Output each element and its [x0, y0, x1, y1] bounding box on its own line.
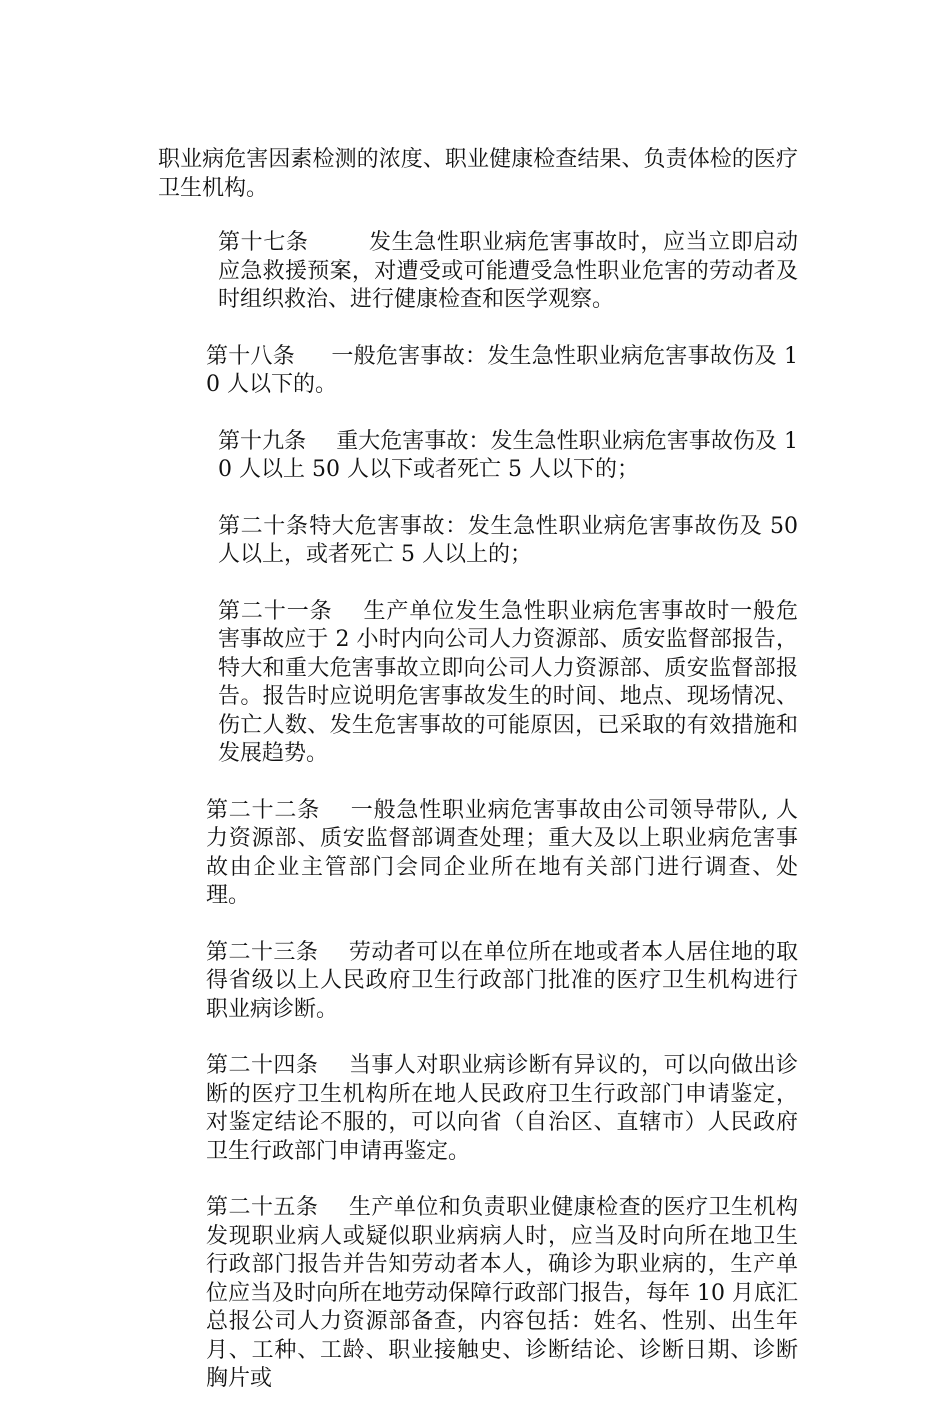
article-number: 第二十四条	[206, 1053, 319, 1078]
paragraph-article-24	[158, 1052, 798, 1166]
paragraph-text: 一般急性职业病危害事故由公司领导带队, 人力资源部、质安监督部调查处理；重大及以上职业病危害事故由企业主管部门会同企业所在地有关部门进行调查、处理。	[206, 797, 798, 908]
paragraph-article-20	[158, 513, 798, 570]
paragraph-text: 生产单位和负责职业健康检查的医疗卫生机构发现职业病人或疑似职业病病人时，应当及时向所在地卫生行政部门报告并告知劳动者本人，确诊为职业病的，生产单位应当及时向所在地劳动保障行政部门报告，每年 10 月底汇总报公司人力资源部备查，内容包括：姓名、性别、出生年月、工种、工龄、职业接触史、诊断结论、诊断日期、诊断胸片或	[206, 1195, 798, 1391]
paragraph-text: 劳动者可以在单位所在地或者本人居住地的取得省级以上人民政府卫生行政部门批准的医疗卫生机构进行职业病诊断。	[206, 939, 798, 1022]
paragraph-text: 发生急性职业病危害事故时，应当立即启动应急救援预案，对遭受或可能遭受急性职业危害的劳动者及时组织救治、进行健康检查和医学观察。	[218, 230, 798, 312]
article-number: 第二十五条	[206, 1195, 319, 1220]
paragraph-article-19	[158, 428, 798, 485]
article-number: 第二十二条	[206, 797, 320, 823]
paragraph-article-22	[158, 797, 798, 911]
article-number: 第十九条	[218, 428, 307, 454]
paragraph-text: 生产单位发生急性职业病危害事故时一般危害事故应于 2 小时内向公司人力资源部、质安监督部报告，特大和重大危害事故立即向公司人力资源部、质安监督部报告。报告时应说明危害事故发生的时间、地点、现场情况、伤亡人数、发生危害事故的可能原因，已采取的有效措施和发展趋势。	[218, 598, 798, 766]
paragraph-text: 特大危害事故：发生急性职业病危害事故伤及 50 人以上，或者死亡 5 人以上的；	[218, 513, 798, 567]
article-number: 第十七条	[218, 230, 309, 255]
paragraph-article-23	[158, 939, 798, 1025]
paragraph-continuation	[158, 146, 798, 203]
article-number: 第二十三条	[206, 939, 319, 965]
paragraph-text: 重大危害事故：发生急性职业病危害事故伤及 10 人以上 50 人以下或者死亡 5 人以下的；	[218, 428, 798, 482]
paragraph-article-25	[158, 1194, 798, 1394]
document-body	[158, 146, 798, 1422]
paragraph-text: 一般危害事故：发生急性职业病危害事故伤及 10 人以下的。	[206, 343, 798, 397]
article-number: 第十八条	[206, 343, 296, 369]
paragraph-article-18	[158, 343, 798, 400]
paragraph-article-21	[158, 598, 798, 769]
paragraph-text: 当事人对职业病诊断有异议的，可以向做出诊断的医疗卫生机构所在地人民政府卫生行政部门申请鉴定，对鉴定结论不服的，可以向省（自治区、直辖市）人民政府卫生行政部门申请再鉴定。	[206, 1053, 798, 1164]
paragraph-text: 职业病危害因素检测的浓度、职业健康检查结果、负责体检的医疗卫生机构。	[158, 147, 798, 201]
paragraph-article-17	[158, 229, 798, 315]
article-number: 第二十一条	[218, 598, 333, 624]
article-number: 第二十条	[218, 513, 309, 539]
